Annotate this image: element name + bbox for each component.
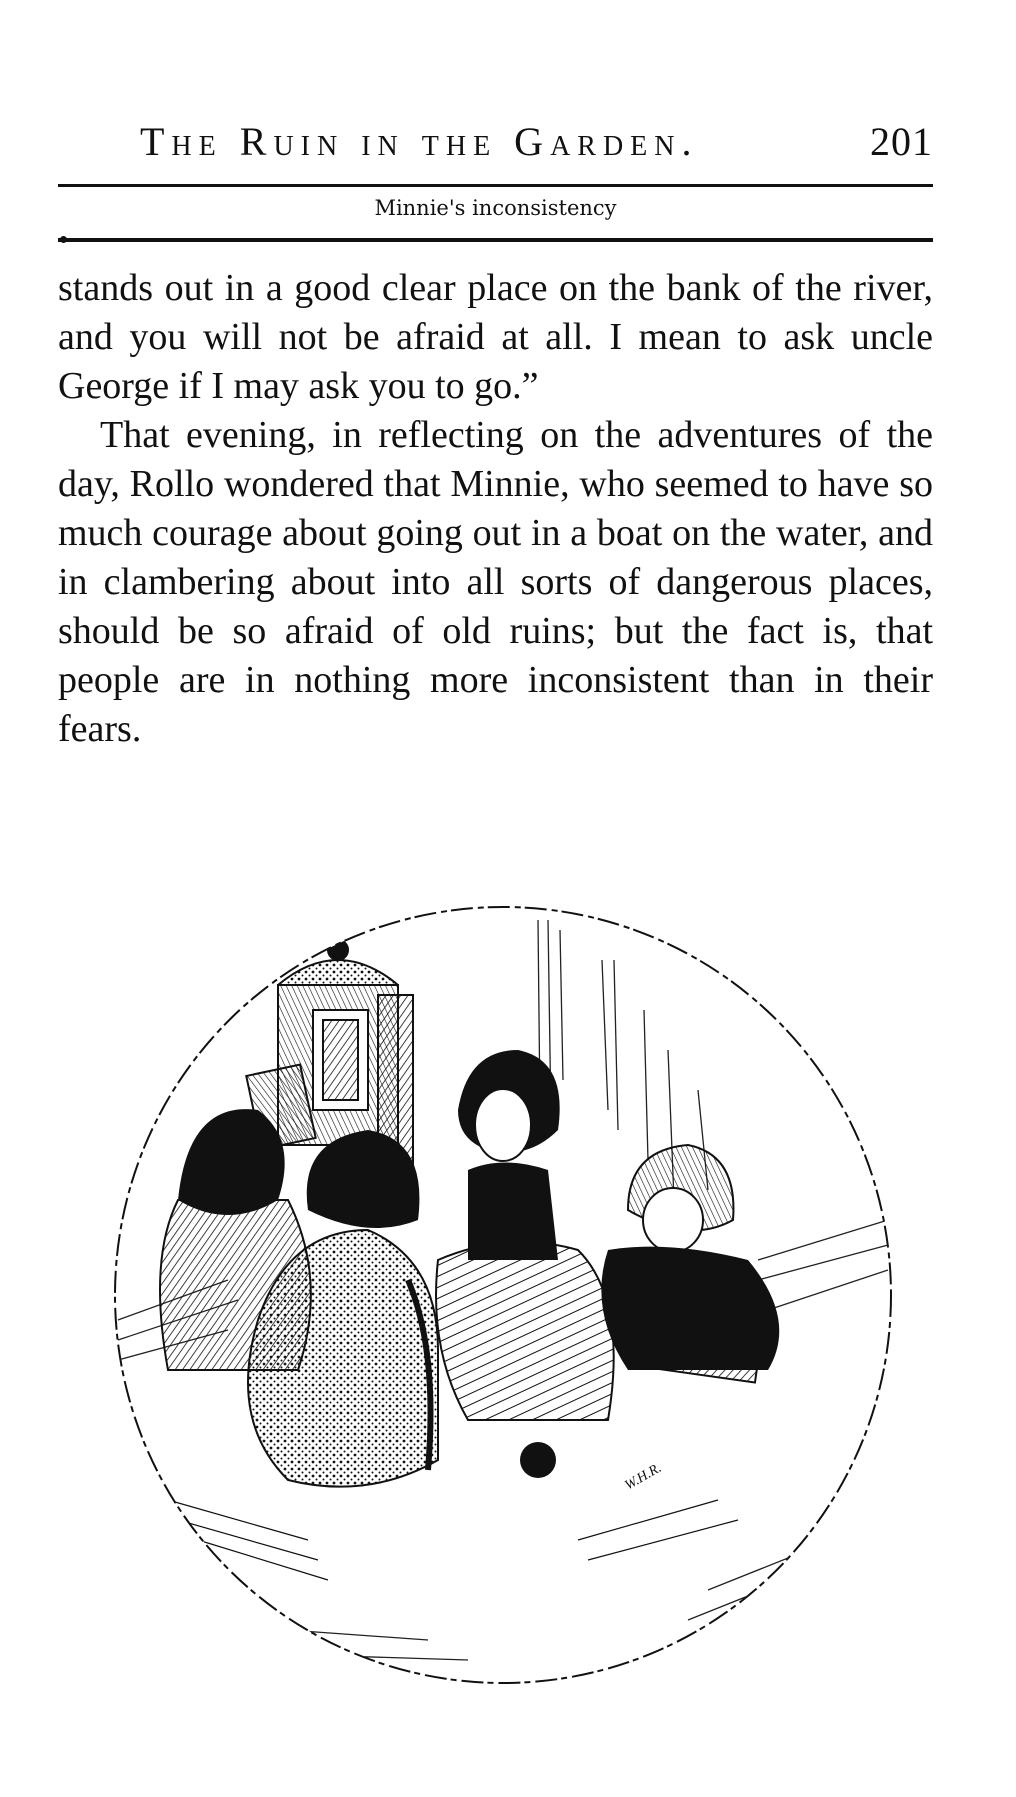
header-rule-top	[58, 184, 933, 187]
rule-ornament-dot	[60, 236, 67, 243]
header-rule-bottom	[58, 238, 933, 242]
page-subheading: Minnie's inconsistency	[374, 196, 617, 220]
engraving-circle	[108, 900, 898, 1690]
body-text	[58, 264, 933, 754]
paragraph-continuation: stands out in a good clear place on the bank of the river, and you will not be afraid at all. I mean to ask uncle George if I may ask you to go.”	[58, 267, 933, 407]
paragraph-reflection: That evening, in reflecting on the adventures of the day, Rollo wondered that Minnie, who seemed to have so much courage about going out in a boat on the water, and in clambering about into all sorts of dangerous places, should be so afraid of old ruins; but the fact is, that people are in nothing more inconsistent than in their fears.	[58, 414, 933, 750]
engraving-illustration	[108, 900, 898, 1690]
running-head	[58, 118, 933, 168]
running-title: The Ruin in the Garden.	[140, 119, 699, 164]
page-number: 201	[870, 119, 933, 164]
engraver-signature: W.H.R.	[622, 1460, 665, 1494]
